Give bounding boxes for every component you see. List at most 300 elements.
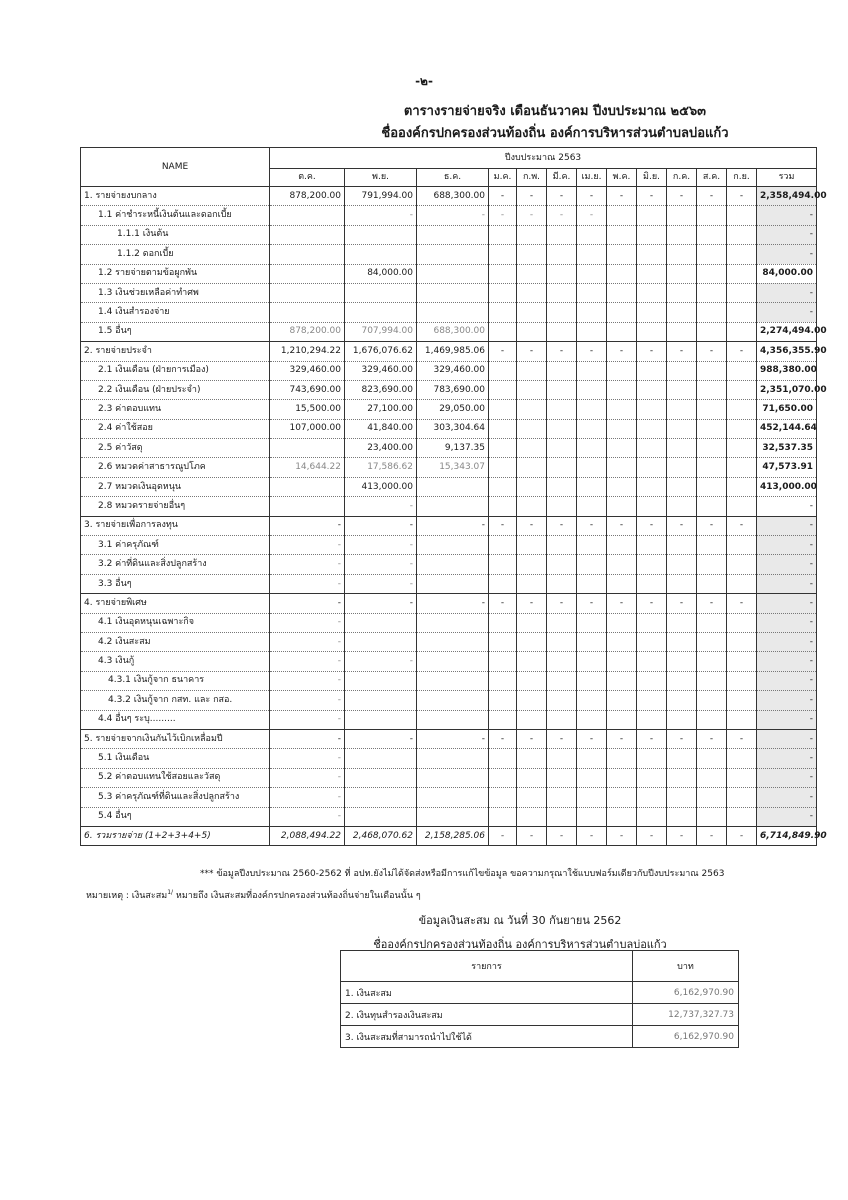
month-cell: 1,469,985.06 xyxy=(417,342,489,361)
month-cell xyxy=(607,245,637,264)
table-row xyxy=(81,283,817,302)
month-cell: - xyxy=(607,342,637,361)
month-cell xyxy=(667,303,697,322)
month-cell: - xyxy=(727,826,757,845)
month-cell xyxy=(517,477,547,496)
row-total: - xyxy=(757,536,817,555)
row-label: 2.5 ค่าวัสดุ xyxy=(81,439,270,458)
month-cell xyxy=(489,671,517,690)
month-cell xyxy=(607,264,637,283)
month-cell xyxy=(667,788,697,807)
month-cell xyxy=(270,245,345,264)
balance-amount: 6,162,970.90 xyxy=(633,1026,739,1048)
month-cell xyxy=(697,807,727,826)
month-cell xyxy=(547,245,577,264)
month-cell: - xyxy=(547,342,577,361)
month-cell xyxy=(607,419,637,438)
month-cell: 9,137.35 xyxy=(417,439,489,458)
table-row xyxy=(81,497,817,516)
month-cell xyxy=(637,555,667,574)
row-label: 3.3 อื่นๆ xyxy=(81,574,270,593)
month-cell xyxy=(637,380,667,399)
month-cell xyxy=(637,225,667,244)
total-column-header: รวม xyxy=(757,169,817,187)
month-cell: - xyxy=(517,594,547,613)
month-cell xyxy=(547,458,577,477)
table-row xyxy=(81,361,817,380)
month-cell xyxy=(417,245,489,264)
month-cell: 2,158,285.06 xyxy=(417,826,489,845)
month-cell xyxy=(417,225,489,244)
month-cell xyxy=(727,788,757,807)
month-cell xyxy=(697,361,727,380)
row-label: 3.2 ค่าที่ดินและสิ่งปลูกสร้าง xyxy=(81,555,270,574)
table-row xyxy=(81,574,817,593)
month-cell xyxy=(667,283,697,302)
table-row xyxy=(81,749,817,768)
month-cell: 41,840.00 xyxy=(345,419,417,438)
row-total: 47,573.91 xyxy=(757,458,817,477)
month-cell xyxy=(417,574,489,593)
month-cell: - xyxy=(697,342,727,361)
month-cell xyxy=(667,400,697,419)
month-cell xyxy=(727,749,757,768)
month-cell xyxy=(607,536,637,555)
month-cell xyxy=(345,788,417,807)
balance-item: 2. เงินทุนสำรองเงินสะสม xyxy=(341,1004,633,1026)
month-header: ธ.ค. xyxy=(417,169,489,187)
row-label: 4.4 อื่นๆ ระบุ......... xyxy=(81,710,270,729)
month-cell xyxy=(697,380,727,399)
month-cell xyxy=(489,439,517,458)
row-label: 2. รายจ่ายประจำ xyxy=(81,342,270,361)
month-cell: - xyxy=(547,516,577,535)
month-header: ต.ค. xyxy=(270,169,345,187)
row-label: 2.1 เงินเดือน (ฝ่ายการเมือง) xyxy=(81,361,270,380)
month-cell xyxy=(697,671,727,690)
month-cell xyxy=(517,303,547,322)
month-cell: - xyxy=(607,826,637,845)
month-cell xyxy=(577,380,607,399)
month-cell xyxy=(517,788,547,807)
month-cell xyxy=(607,380,637,399)
month-cell xyxy=(489,283,517,302)
month-cell xyxy=(270,497,345,516)
month-cell xyxy=(607,671,637,690)
month-cell: - xyxy=(727,187,757,206)
month-cell: - xyxy=(727,342,757,361)
month-cell xyxy=(637,788,667,807)
month-cell xyxy=(697,458,727,477)
month-cell xyxy=(547,497,577,516)
month-cell xyxy=(577,574,607,593)
month-cell xyxy=(667,264,697,283)
month-cell: - xyxy=(697,729,727,748)
row-total: - xyxy=(757,245,817,264)
month-header: มิ.ย. xyxy=(637,169,667,187)
month-cell xyxy=(727,361,757,380)
month-cell: - xyxy=(547,187,577,206)
month-cell xyxy=(637,497,667,516)
table-row xyxy=(81,807,817,826)
month-cell xyxy=(270,225,345,244)
month-cell xyxy=(697,768,727,787)
row-label: 2.3 ค่าตอบแทน xyxy=(81,400,270,419)
month-cell xyxy=(270,303,345,322)
row-total: - xyxy=(757,516,817,535)
month-cell: - xyxy=(270,536,345,555)
row-total: - xyxy=(757,749,817,768)
month-cell xyxy=(667,691,697,710)
month-cell xyxy=(607,458,637,477)
month-cell: - xyxy=(697,187,727,206)
month-cell: - xyxy=(270,632,345,651)
month-cell xyxy=(637,303,667,322)
month-cell xyxy=(489,497,517,516)
month-cell xyxy=(727,400,757,419)
month-cell xyxy=(637,322,667,341)
month-cell xyxy=(727,574,757,593)
month-cell xyxy=(607,303,637,322)
month-cell xyxy=(577,807,607,826)
month-cell xyxy=(607,225,637,244)
row-total: - xyxy=(757,788,817,807)
month-cell: - xyxy=(547,594,577,613)
table-row xyxy=(81,788,817,807)
month-cell xyxy=(517,768,547,787)
month-cell xyxy=(637,710,667,729)
month-cell xyxy=(577,400,607,419)
row-label: 5.3 ค่าครุภัณฑ์ที่ดินและสิ่งปลูกสร้าง xyxy=(81,788,270,807)
month-cell: - xyxy=(727,594,757,613)
month-cell xyxy=(489,632,517,651)
month-cell xyxy=(517,536,547,555)
row-total: - xyxy=(757,594,817,613)
month-cell xyxy=(489,303,517,322)
month-cell: - xyxy=(489,187,517,206)
accumulated-funds-table xyxy=(340,950,739,1048)
month-cell xyxy=(727,497,757,516)
month-header: ม.ค. xyxy=(489,169,517,187)
month-cell: - xyxy=(270,710,345,729)
month-cell: - xyxy=(667,516,697,535)
month-cell xyxy=(517,361,547,380)
month-cell xyxy=(417,632,489,651)
table-row xyxy=(81,458,817,477)
month-cell xyxy=(637,749,667,768)
balance-organization: ชื่อองค์กรปกครองส่วนท้องถิ่น องค์การบริหารส่วนตำบลบ่อแก้ว xyxy=(373,938,667,951)
month-cell xyxy=(517,380,547,399)
table-row xyxy=(81,400,817,419)
row-total: - xyxy=(757,671,817,690)
balance-row xyxy=(341,1004,739,1026)
table-row xyxy=(81,477,817,496)
month-cell xyxy=(577,691,607,710)
month-cell: - xyxy=(637,826,667,845)
table-row xyxy=(81,303,817,322)
month-cell: - xyxy=(345,652,417,671)
table-row xyxy=(81,439,817,458)
month-cell xyxy=(697,439,727,458)
month-cell: - xyxy=(489,826,517,845)
month-cell xyxy=(667,555,697,574)
month-cell xyxy=(547,322,577,341)
row-total: - xyxy=(757,225,817,244)
month-cell: - xyxy=(345,536,417,555)
month-cell xyxy=(517,613,547,632)
month-header: พ.ย. xyxy=(345,169,417,187)
month-cell: - xyxy=(577,206,607,225)
remark-superscript: 1/ xyxy=(167,889,174,896)
month-cell xyxy=(637,768,667,787)
month-cell xyxy=(517,632,547,651)
month-cell xyxy=(697,788,727,807)
month-cell xyxy=(577,225,607,244)
month-cell: 688,300.00 xyxy=(417,187,489,206)
month-cell xyxy=(577,613,607,632)
month-cell xyxy=(607,807,637,826)
month-cell xyxy=(547,652,577,671)
table-row xyxy=(81,419,817,438)
month-cell xyxy=(607,768,637,787)
month-cell xyxy=(577,497,607,516)
month-cell xyxy=(667,206,697,225)
row-label: 2.6 หมวดค่าสาธารณูปโภค xyxy=(81,458,270,477)
table-row xyxy=(81,729,817,748)
month-cell: 17,586.62 xyxy=(345,458,417,477)
month-cell xyxy=(489,419,517,438)
month-cell: 303,304.64 xyxy=(417,419,489,438)
table-row xyxy=(81,632,817,651)
month-cell: - xyxy=(607,594,637,613)
month-cell: - xyxy=(727,729,757,748)
table-row xyxy=(81,380,817,399)
month-cell xyxy=(607,652,637,671)
month-cell xyxy=(667,749,697,768)
month-cell xyxy=(517,671,547,690)
month-cell xyxy=(577,555,607,574)
month-cell xyxy=(727,225,757,244)
month-cell: 1,210,294.22 xyxy=(270,342,345,361)
month-cell xyxy=(517,439,547,458)
row-label: 5.4 อื่นๆ xyxy=(81,807,270,826)
month-cell xyxy=(697,322,727,341)
row-label: 3. รายจ่ายเพื่อการลงทุน xyxy=(81,516,270,535)
month-cell xyxy=(727,555,757,574)
month-cell xyxy=(547,671,577,690)
month-cell xyxy=(489,807,517,826)
month-cell xyxy=(489,264,517,283)
month-cell: - xyxy=(345,729,417,748)
balance-amount: 6,162,970.90 xyxy=(633,982,739,1004)
month-cell: - xyxy=(517,516,547,535)
month-cell xyxy=(517,652,547,671)
month-cell xyxy=(517,807,547,826)
month-cell xyxy=(697,574,727,593)
month-cell xyxy=(607,555,637,574)
month-cell xyxy=(489,361,517,380)
month-cell xyxy=(417,691,489,710)
month-cell xyxy=(270,439,345,458)
table-row xyxy=(81,710,817,729)
month-cell xyxy=(667,574,697,593)
row-label: 4.3.2 เงินกู้จาก กสท. และ กสอ. xyxy=(81,691,270,710)
month-cell: - xyxy=(577,187,607,206)
month-cell: 329,460.00 xyxy=(417,361,489,380)
month-cell: - xyxy=(270,691,345,710)
month-cell xyxy=(667,807,697,826)
month-cell xyxy=(517,497,547,516)
month-cell xyxy=(270,283,345,302)
month-cell xyxy=(667,768,697,787)
month-cell: - xyxy=(417,516,489,535)
month-cell xyxy=(727,419,757,438)
month-cell xyxy=(667,439,697,458)
month-cell: - xyxy=(489,516,517,535)
table-row xyxy=(81,225,817,244)
month-cell xyxy=(637,400,667,419)
month-cell xyxy=(577,536,607,555)
month-cell: - xyxy=(345,555,417,574)
month-cell xyxy=(697,400,727,419)
month-cell: 878,200.00 xyxy=(270,187,345,206)
month-cell xyxy=(345,283,417,302)
month-cell xyxy=(547,225,577,244)
month-cell: 23,400.00 xyxy=(345,439,417,458)
row-total: - xyxy=(757,613,817,632)
row-total: - xyxy=(757,768,817,787)
balance-item: 3. เงินสะสมที่สามารถนำไปใช้ได้ xyxy=(341,1026,633,1048)
month-cell: - xyxy=(270,788,345,807)
row-total: - xyxy=(757,652,817,671)
month-cell xyxy=(577,749,607,768)
month-cell xyxy=(697,497,727,516)
month-cell xyxy=(697,652,727,671)
month-cell xyxy=(607,788,637,807)
month-cell xyxy=(697,710,727,729)
month-cell: - xyxy=(270,729,345,748)
row-total: - xyxy=(757,555,817,574)
month-cell xyxy=(667,380,697,399)
month-cell: - xyxy=(345,594,417,613)
month-cell xyxy=(345,710,417,729)
month-cell xyxy=(517,710,547,729)
month-cell: 107,000.00 xyxy=(270,419,345,438)
month-cell xyxy=(489,245,517,264)
row-total: 2,358,494.00 xyxy=(757,187,817,206)
month-cell xyxy=(727,264,757,283)
month-cell xyxy=(577,671,607,690)
month-cell xyxy=(547,303,577,322)
month-cell xyxy=(489,458,517,477)
month-cell: - xyxy=(667,729,697,748)
month-cell xyxy=(517,691,547,710)
month-cell xyxy=(489,322,517,341)
month-header: ก.ค. xyxy=(667,169,697,187)
month-cell xyxy=(417,555,489,574)
month-cell xyxy=(667,671,697,690)
month-cell xyxy=(417,788,489,807)
row-total: - xyxy=(757,807,817,826)
row-label: 4.2 เงินสะสม xyxy=(81,632,270,651)
month-cell: - xyxy=(270,768,345,787)
month-cell xyxy=(547,574,577,593)
month-cell: - xyxy=(667,187,697,206)
table-row xyxy=(81,652,817,671)
month-cell xyxy=(517,555,547,574)
month-header: ก.พ. xyxy=(517,169,547,187)
row-total: - xyxy=(757,497,817,516)
month-cell xyxy=(547,632,577,651)
month-cell xyxy=(345,225,417,244)
month-cell xyxy=(667,632,697,651)
month-cell xyxy=(727,322,757,341)
month-cell: - xyxy=(270,807,345,826)
month-cell xyxy=(547,283,577,302)
month-cell xyxy=(417,497,489,516)
balance-amount: 12,737,327.73 xyxy=(633,1004,739,1026)
month-cell xyxy=(577,264,607,283)
row-label: 3.1 ค่าครุภัณฑ์ xyxy=(81,536,270,555)
month-cell xyxy=(727,632,757,651)
month-cell: - xyxy=(417,594,489,613)
balance-heading: ข้อมูลเงินสะสม ณ วันที่ 30 กันยายน 2562 xyxy=(418,914,622,927)
month-cell xyxy=(489,691,517,710)
month-cell xyxy=(547,477,577,496)
month-cell xyxy=(577,283,607,302)
month-header: ส.ค. xyxy=(697,169,727,187)
month-cell xyxy=(697,225,727,244)
month-cell xyxy=(727,458,757,477)
month-cell: 14,644.22 xyxy=(270,458,345,477)
row-label: 1.4 เงินสำรองจ่าย xyxy=(81,303,270,322)
month-cell xyxy=(577,361,607,380)
month-cell xyxy=(270,477,345,496)
month-cell: - xyxy=(697,594,727,613)
month-cell xyxy=(667,652,697,671)
row-total: - xyxy=(757,206,817,225)
month-cell xyxy=(547,613,577,632)
month-header: ก.ย. xyxy=(727,169,757,187)
month-cell: - xyxy=(270,555,345,574)
month-cell xyxy=(489,652,517,671)
month-cell: 2,088,494.22 xyxy=(270,826,345,845)
month-cell xyxy=(607,574,637,593)
month-cell xyxy=(667,245,697,264)
month-cell: 823,690.00 xyxy=(345,380,417,399)
month-cell xyxy=(517,245,547,264)
month-cell xyxy=(727,536,757,555)
row-label: 6. รวมรายจ่าย (1+2+3+4+5) xyxy=(81,826,270,845)
month-cell xyxy=(417,807,489,826)
month-cell: 743,690.00 xyxy=(270,380,345,399)
page-number: -๒- xyxy=(415,74,433,88)
month-cell xyxy=(637,245,667,264)
row-label: 2.8 หมวดรายจ่ายอื่นๆ xyxy=(81,497,270,516)
month-cell xyxy=(577,710,607,729)
table-row xyxy=(81,555,817,574)
month-cell xyxy=(577,245,607,264)
month-cell xyxy=(489,768,517,787)
month-cell: - xyxy=(345,497,417,516)
month-cell xyxy=(577,322,607,341)
month-cell xyxy=(547,768,577,787)
row-total: 6,714,849.90 xyxy=(757,826,817,845)
month-cell xyxy=(417,477,489,496)
month-cell xyxy=(577,652,607,671)
row-total: - xyxy=(757,691,817,710)
row-total: - xyxy=(757,710,817,729)
